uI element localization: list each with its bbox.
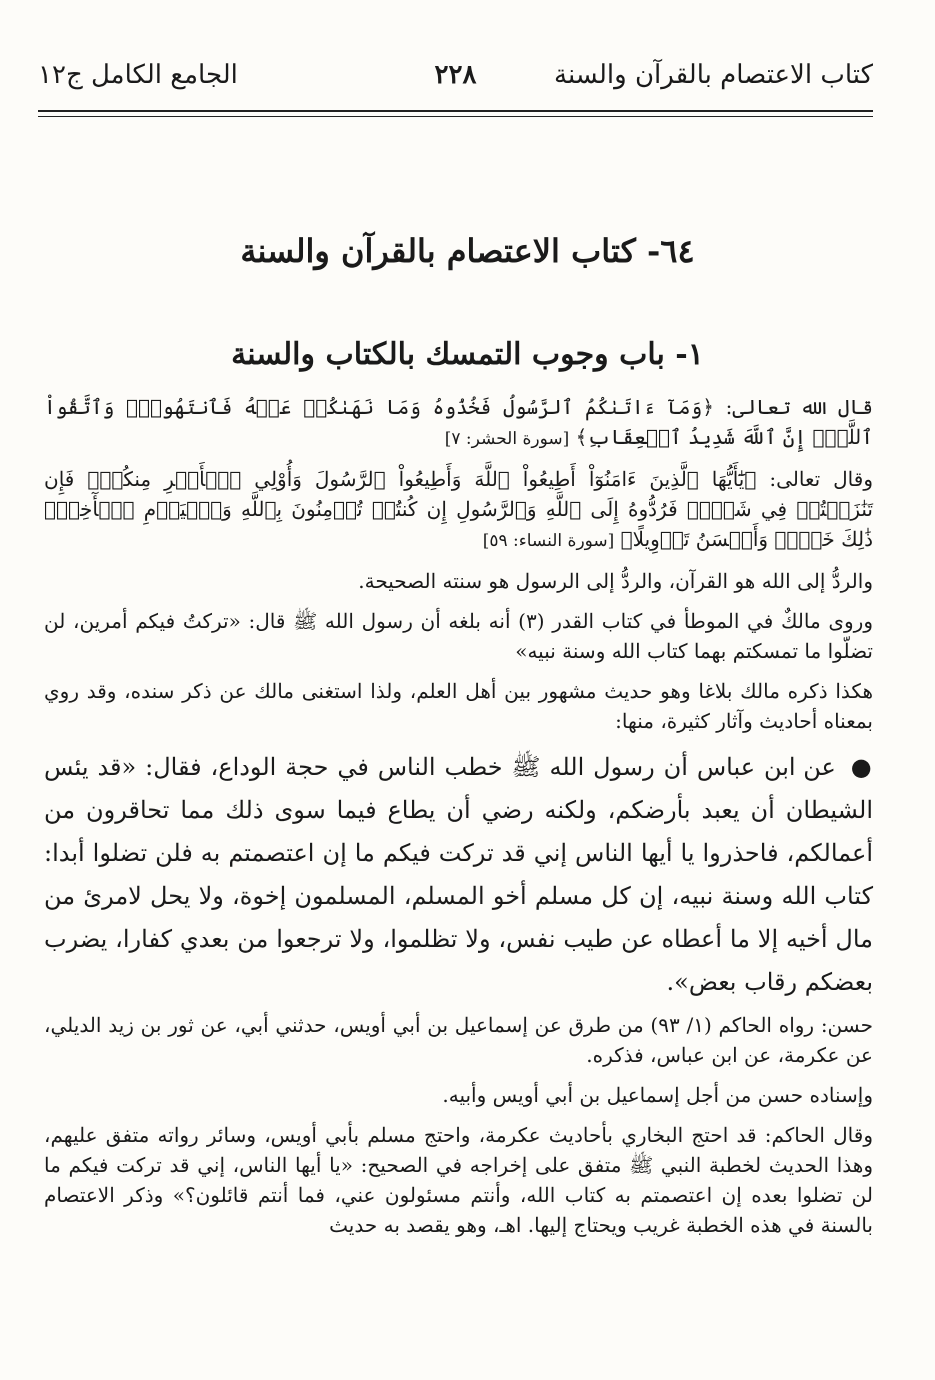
section-title: ١- باب وجوب التمسك بالكتاب والسنة (231, 337, 704, 372)
body-text (44, 392, 873, 1250)
paragraph-5: هكذا ذكره مالك بلاغا وهو حديث مشهور بين أهل العلم، ولذا استغنى مالك عن ذكر سنده، وقد روي بمعناه أحاديث وآثار كثيرة، منها: (44, 679, 873, 733)
paragraph-4: وروى مالكٌ في الموطأ في كتاب القدر (٣) أنه بلغه أن رسول الله ﷺ قال: «تركتُ فيكم أمرين، لن تضلّوا ما تمسكتم بهما كتاب الله وسنة نبيه» (44, 609, 873, 663)
verse-reference-2: [سورة النساء: ٥٩] (482, 531, 615, 551)
hadith-paragraph (44, 746, 873, 1004)
page-number: ٢٢٨ (434, 60, 477, 90)
chapter-title: ٦٤- كتاب الاعتصام بالقرآن والسنة (240, 232, 695, 270)
hadith-text: عن ابن عباس أن رسول الله ﷺ خطب الناس في حجة الوداع، فقال: «قد يئس الشيطان أن يعبد بأرضكم، ولكنه رضي أن يطاع فيما سوى ذلك مما تحاقرون من أعمالكم، فاحذروا يا أيها الناس إني قد تركت فيكم ما إن اعتصمتم به فلن تضلوا أبدا: كتاب الله وسنة نبيه، إن كل مسلم أخو المسلم، المسلمون إخوة، ولا يحل لامرئ من مال أخيه إلا ما أعطاه عن طيب نفس، ولا تظلموا، ولا ترجعوا من بعدي كفارا، يضرب بعضكم رقاب بعض». (44, 753, 873, 996)
header-series-title: الجامع الكامل ج١٢ (38, 60, 238, 90)
paragraph-quran-1 (44, 392, 873, 454)
header-book-title: كتاب الاعتصام بالقرآن والسنة (554, 60, 873, 90)
header-rule-thin (38, 116, 873, 117)
running-header (38, 58, 873, 98)
quran-verse-1: قال الله تعالى: ﴿وَمَآ ءَاتَىٰكُمُ ٱلرَّسُولُ فَخُذُوهُ وَمَا نَهَىٰكُمۡ عَنۡهُ فَٱنتَهُواْۚ وَٱتَّقُواْ ٱللَّهَۖ إِنَّ ٱللَّهَ شَدِيدُ ٱلۡعِقَابِ﴾ (44, 395, 873, 449)
paragraph-quran-2 (44, 464, 873, 556)
paragraph-3: والردُّ إلى الله هو القرآن، والردُّ إلى الرسول هو سنته الصحيحة. (358, 569, 873, 593)
paragraph-7: حسن: رواه الحاكم (١/ ٩٣) من طرق عن إسماعيل بن أبي أويس، حدثني أبي، عن ثور بن زيد الديلي، عن عكرمة، عن ابن عباس، فذكره. (44, 1013, 873, 1067)
paragraph-9: وقال الحاكم: قد احتج البخاري بأحاديث عكرمة، واحتج مسلم بأبي أويس، وسائر رواته متفق عليهم، وهذا الحديث لخطبة النبي ﷺ متفق على إخراجه في الصحيح: «يا أيها الناس، إني قد تركت فيكم ما لن تضلوا بعده إن اعتصمتم به كتاب الله، وأنتم مسئولون عني، فما أنتم قائلون؟» وذكر الاعتصام بالسنة في هذه الخطبة غريب ويحتاج إليها. اهـ، وهو يقصد به حديث (44, 1123, 873, 1237)
quran-verse-2: وقال تعالى: ﴿يَٰٓأَيُّهَا ٱلَّذِينَ ءَامَنُوٓاْ أَطِيعُواْ ٱللَّهَ وَأَطِيعُواْ ٱلرَّسُولَ وَأُوْلِي ٱلۡأَمۡرِ مِنكُمۡۖ فَإِن تَنَٰزَعۡتُمۡ فِي شَيۡءٖ فَرُدُّوهُ إِلَى ٱللَّهِ وَٱلرَّسُولِ إِن كُنتُمۡ تُؤۡمِنُونَ بِٱللَّهِ وَٱلۡيَوۡمِ ٱلۡأٓخِرِۚ ذَٰلِكَ خَيۡرٞ وَأَحۡسَنُ تَأۡوِيلًا﴾ (44, 467, 873, 551)
verse-reference-1: [سورة الحشر: ٧] (444, 429, 570, 449)
paragraph-8: وإسناده حسن من أجل إسماعيل بن أبي أويس وأبيه. (442, 1083, 873, 1107)
header-rule-thick (38, 110, 873, 112)
bullet-icon: ● (850, 753, 873, 781)
